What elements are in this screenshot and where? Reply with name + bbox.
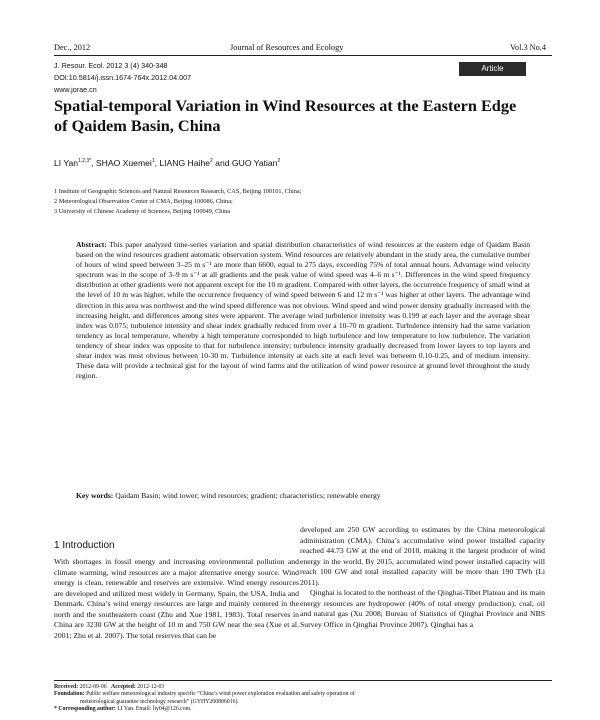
foundation-label: Foundation: [54,691,85,698]
keywords-label: Key words: [76,491,114,500]
affiliation: 1 Institute of Geographic Sciences and Natural Resources Research, CAS, Beijing 100101, China; [54,188,302,195]
foundation-text: Public welfare meteorological industry specific “China’s wind power exploration evaluation and safety operation of [86,691,355,698]
abstract [76,240,530,381]
author-separator: , [91,158,96,168]
author-affiliation-marker: 2 [277,158,281,165]
author-name: LI Yan [54,158,79,168]
abstract-label: Abstract: [76,240,107,249]
affiliation: 3 University of Chinese Academy of Sciences, Beijing 100049, China [54,208,231,215]
corresponding-line [54,706,494,713]
author-name: GUO Yatian [231,158,278,168]
corresponding-author: LI Yan. Email: liy04@126.com. [117,706,192,713]
author-affiliation-marker: 1,2,3* [78,158,92,165]
header-rule [54,55,552,56]
paper-title: Spatial-temporal Variation in Wind Resources at the Eastern Edge of Qaidem Basin, China [54,96,517,135]
running-header-volume: Vol.3 No.4 [510,43,547,52]
accepted-label: Accepted: [111,684,136,690]
body-column-left [54,557,299,641]
doi: DOI:10.5814/j.issn.1674-764x.2012.04.007 [54,73,192,82]
keywords [76,491,536,500]
author-name: SHAO Xuemei [95,158,152,168]
author-separator: , [154,158,160,168]
body-paragraph: developed are 250 GW according to estimates by the China meteorological administration (CMA). China’s accumulative wind power installed capacity reached 44.73 GW at the end of 2010, making it the largest producer of wind energy in the world. By 2015, accumulated wind power installed capacity will reach 100 GW and total installed capacity will be more than 190 TWh (Li 2011). [300,525,545,587]
footnotes [54,684,494,714]
body-column-right [300,525,545,630]
keywords-text: Qaidam Basin; wind tower; wind resources; gradient; characteristics; renewable energy [115,491,381,500]
affiliations [54,187,301,217]
journal-url[interactable]: www.jorae.cn [54,85,97,94]
section-heading: 1 Introduction [54,540,115,551]
received-label: Received: [54,684,79,690]
received-date: 2012-09-06 [79,684,107,690]
author-affiliation-marker: 1 [151,158,155,165]
author-list [54,158,280,168]
running-header-journal: Journal of Resources and Ecology [230,43,344,52]
body-paragraph: Qinghai is located to the northeast of the Qinghai-Tibet Plateau and its main energy resources are hydropower (40% of total energy production), coal, oil and natural gas (Xu 2008; Bureau of Statistics of Qinghai Province and NBS Survey Office in Qinghai Province 2007). Qinghai has a [300,588,545,629]
foundation-line-continued: meteorological guarantee technology research” (GYHY200806016). [80,698,239,705]
body-paragraph: With shortages in fossil energy and increasing environmental pollution and climate warming, wind resources are a major alternative energy source. Wind energy is clean, renewable and reserves are extensive. Wind energy resources are developed and utilized most widely in Germany, Spain, the USA, India and Denmark. China’s wind energy resources are large and mainly centered in the north and the southeastern coast (Zhu and Xue 1981, 1983). Total reserves in China are 3230 GW at the height of 10 m and 750 GW near the sea (Xue et al. 2001; Zhu et al. 2007). The total reserves that can be [54,557,299,640]
footnote-rule [54,680,552,681]
corresponding-label: * Corresponding author: [54,706,116,713]
citation: J. Resour. Ecol. 2012 3 (4) 340-348 [54,61,168,70]
running-header-date: Dec., 2012 [54,43,91,52]
affiliation: 2 Meteorological Observation Center of CMA, Beijing 100086, China; [54,198,233,205]
author-separator: and [212,158,232,168]
author-name: LIANG Haihe [159,158,211,168]
accepted-date: 2012-12-03 [137,684,165,690]
author-affiliation-marker: 2 [210,158,213,165]
abstract-text: This paper analyzed time-series variation and spatial distribution characteristics of wind resources at the eastern edge of Qaidam Basin based on the wind resources gradient automatic observation system. Wind resources are relatively abundant in the study area, the cumulative number of hours of wind speed between 3–25 m s⁻¹ are more than 6600, equal to 275 days, exceeding 75% of total annual hours. Advantage wind velocity spectrum was in the scope of 3–9 m s⁻¹ at all gradients and the peak value of wind speed was 4–6 m s⁻¹. Differences in the wind speed frequency distribution at other gradients were not apparent except for the 10 m gradient. Compared with other layers, the occurrence frequency of small wind at the level of 10 m was higher, while the occurrence frequency of wind speed between 6 and 12 m s⁻¹ was higher at other layers. The advantage wind direction in this area was northwest and the wind speed difference was not obvious. Wind speed and wind power density gradually increased with the increasing height, and differences among sites were apparent. The average wind turbulence intensity was 0.199 at each layer and the average shear index was 0.075; turbulence intensity and shear index gradually reduced from over a 10-70 m gradient. Turbulence intensity had the same variation tendency as local temperature, whereby a high temperature corresponded to high turbulence and low temperature to low turbulence. The variation tendency of shear index was opposite to that for turbulence intensity; turbulence intensity gradually decreased from lower layers to top layers and shear index was most obvious between 10-30 m. Turbulence intensity at each site at each level was between 0.10-0.25, and of medium intensity. These data will provide a technical gist for the layout of wind farms and the utilization of wind power resource at ground level throughout the study region. [76,240,530,381]
foundation-line [54,691,494,698]
article-type-badge: Article [459,62,526,76]
